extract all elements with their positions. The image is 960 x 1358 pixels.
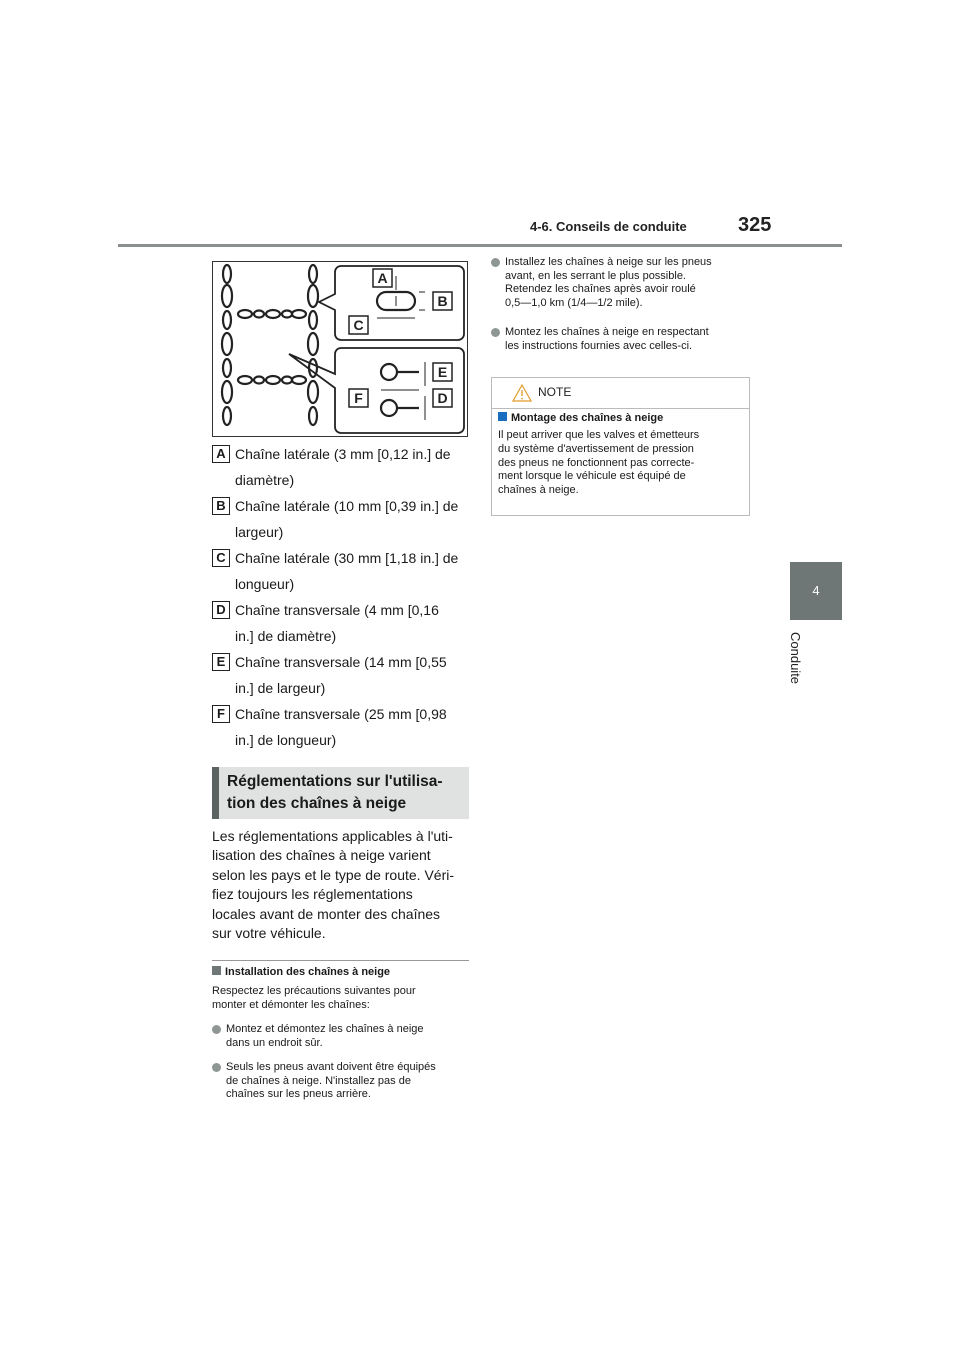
legend-text-line2: diamètre) <box>235 472 295 488</box>
figure-label-c: C <box>353 317 364 333</box>
legend-item-e <box>212 649 472 701</box>
installation-title-text: Installation des chaînes à neige <box>225 966 391 978</box>
bullet-line: Seuls les pneus avant doivent être équipés <box>226 1061 436 1073</box>
installation-intro-line: monter et démonter les chaînes: <box>212 998 370 1011</box>
intro-line: lisation des chaînes à neige varient <box>212 847 431 864</box>
section-title: 4-6. Conseils de conduite <box>530 219 687 234</box>
section-heading-line1: Réglementations sur l'utilisa- <box>227 773 443 790</box>
installation-bullet <box>212 1023 472 1050</box>
legend-text-line1: Chaîne latérale (10 mm [0,39 in.] de <box>235 498 459 514</box>
legend-text-line1: Chaîne transversale (4 mm [0,16 <box>235 602 439 618</box>
vertical-chain-left <box>222 265 232 425</box>
bullet-dot-icon <box>212 1063 221 1072</box>
figure-label-b: B <box>437 293 448 309</box>
intro-line: Les réglementations applicables à l'uti- <box>212 828 453 844</box>
bullet-dot-icon <box>491 258 500 267</box>
intro-line: locales avant de monter des chaînes <box>212 905 441 922</box>
figure-label-a: A <box>377 270 388 286</box>
legend-text-line1: Chaîne transversale (25 mm [0,98 <box>235 706 447 722</box>
installation-intro <box>212 985 472 1012</box>
legend-item-d <box>212 597 472 649</box>
page-number: 325 <box>738 214 772 236</box>
note-box <box>491 377 750 516</box>
note-title <box>498 412 743 424</box>
legend-text-line2: in.] de longueur) <box>235 732 337 748</box>
installation-intro-line: Respectez les précautions suivantes pour <box>212 985 416 997</box>
legend-item-c <box>212 545 472 597</box>
legend-letter: F <box>212 705 230 723</box>
figure-legend <box>212 441 472 753</box>
legend-text-line2: largeur) <box>235 524 284 540</box>
section-heading <box>212 767 469 819</box>
subsection-divider <box>212 960 469 961</box>
figure-label-e: E <box>437 364 448 380</box>
bullet-line: Retendez les chaînes après avoir roulé <box>505 283 696 296</box>
right-bullet <box>491 326 753 353</box>
snow-chain-figure <box>212 261 468 437</box>
bullet-dot-icon <box>212 1025 221 1034</box>
square-bullet-icon <box>498 412 507 421</box>
note-line: des pneus ne fonctionnent pas correcte- <box>498 456 695 469</box>
installation-bullet <box>212 1061 472 1102</box>
legend-letter: B <box>212 497 230 515</box>
note-line: ment lorsque le véhicule est équipé de <box>498 470 686 483</box>
legend-text-line1: Chaîne transversale (14 mm [0,55 <box>235 654 447 670</box>
bullet-dot-icon <box>491 328 500 337</box>
bullet-line: Montez et démontez les chaînes à neige <box>226 1023 424 1035</box>
chapter-label-text: Conduite <box>788 632 803 685</box>
figure-label-f: F <box>354 390 363 406</box>
intro-line: selon les pays et le type de route. Véri- <box>212 866 455 883</box>
legend-text-line1: Chaîne latérale (30 mm [1,18 in.] de <box>235 550 459 566</box>
legend-letter: E <box>212 653 230 671</box>
warning-triangle-icon <box>512 384 532 402</box>
chapter-tab[interactable]: 4 <box>790 562 842 620</box>
installation-title <box>212 966 390 978</box>
intro-line: sur votre véhicule. <box>212 925 326 942</box>
note-title-text: Montage des chaînes à neige <box>511 412 664 424</box>
note-text <box>498 429 743 498</box>
note-line: Il peut arriver que les valves et émetteurs <box>498 429 700 441</box>
note-header <box>492 378 749 409</box>
legend-text-line2: in.] de diamètre) <box>235 628 337 644</box>
square-bullet-icon <box>212 966 221 975</box>
legend-letter: D <box>212 601 230 619</box>
horizontal-chain-top <box>238 310 306 318</box>
bullet-line: Installez les chaînes à neige sur les pneus <box>505 256 712 268</box>
right-bullet <box>491 256 753 310</box>
section-heading-line2: tion des chaînes à neige <box>227 795 407 812</box>
bullet-line: Montez les chaînes à neige en respectant <box>505 326 709 338</box>
legend-letter: A <box>212 445 230 463</box>
figure-label-d: D <box>437 390 448 406</box>
bullet-line: les instructions fournies avec celles-ci. <box>505 339 693 352</box>
horizontal-chain-bottom <box>238 376 306 384</box>
note-line: chaînes à neige. <box>498 484 579 497</box>
bullet-line: 0,5—1,0 km (1/4—1/2 mile). <box>505 296 643 309</box>
bullet-line: de chaînes à neige. N'installez pas de <box>226 1074 411 1087</box>
legend-text-line1: Chaîne latérale (3 mm [0,12 in.] de <box>235 446 451 462</box>
note-body <box>492 409 749 498</box>
legend-item-f <box>212 701 472 753</box>
legend-item-a <box>212 441 472 493</box>
bullet-line: avant, en les serrant le plus possible. <box>505 269 686 282</box>
note-label: NOTE <box>538 385 572 399</box>
chapter-label <box>780 632 850 702</box>
intro-paragraph <box>212 827 470 943</box>
note-line: du système d'avertissement de pression <box>498 442 694 455</box>
legend-text-line2: in.] de largeur) <box>235 680 326 696</box>
header-divider <box>118 244 842 247</box>
vertical-chain-mid <box>308 265 318 425</box>
bullet-line: chaînes sur les pneus arrière. <box>226 1088 371 1101</box>
bullet-line: dans un endroit sûr. <box>226 1036 323 1049</box>
legend-item-b <box>212 493 472 545</box>
legend-letter: C <box>212 549 230 567</box>
intro-line: fiez toujours les réglementations <box>212 886 413 903</box>
snow-chain-diagram <box>213 262 466 435</box>
legend-text-line2: longueur) <box>235 576 295 592</box>
